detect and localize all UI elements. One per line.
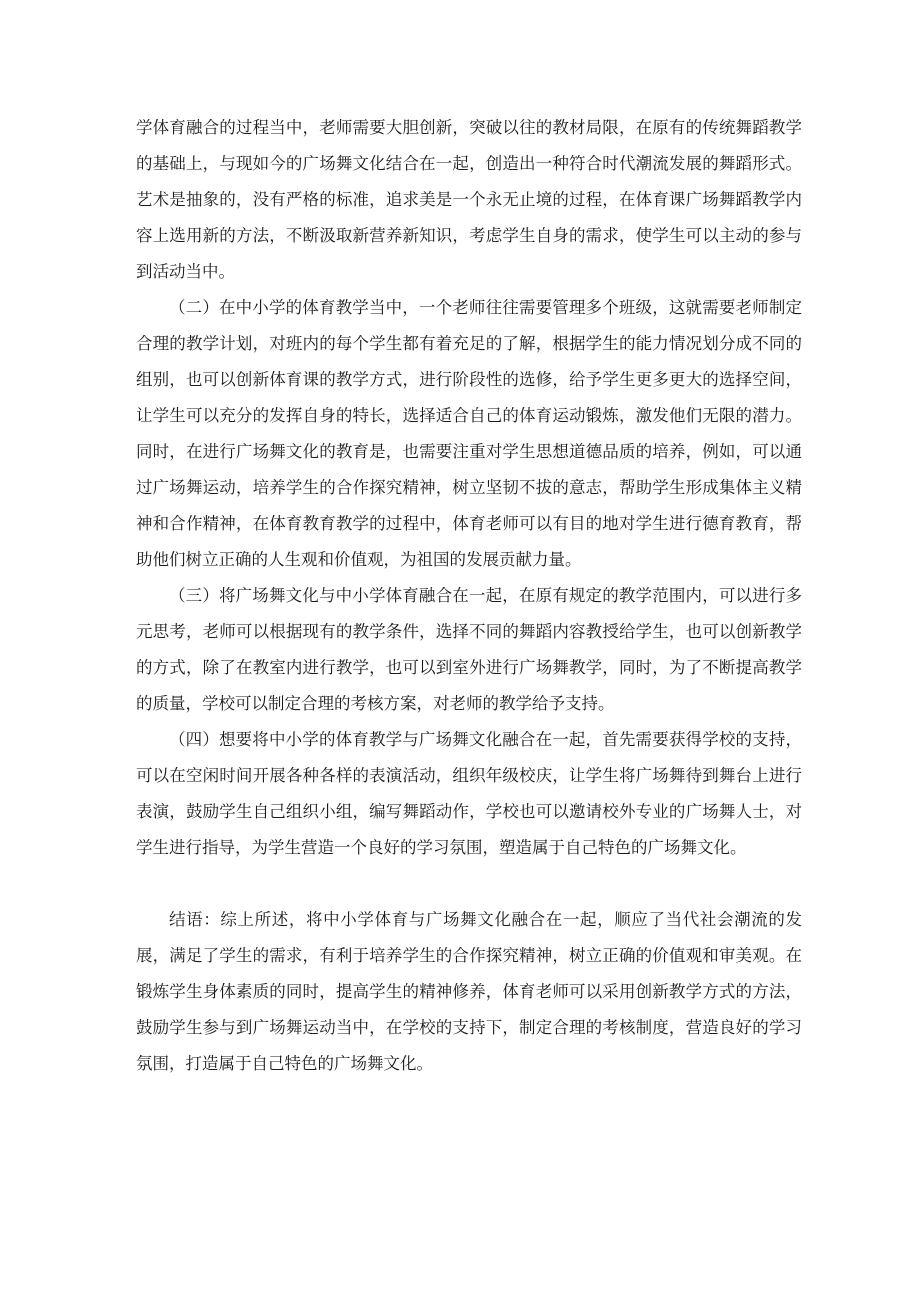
paragraph-section-4: （四）想要将中小学的体育教学与广场舞文化融合在一起，首先需要获得学校的支持，可以在空闲时间开展各种各样的表演活动，组织年级校庆，让学生将广场舞待到舞台上进行表演，鼓励学生自己组织小组，编写舞蹈动作，学校也可以邀请校外专业的广场舞人士，对学生进行指导，为学生营造一个良好的学习氛围，塑造属于自己特色的广场舞文化。	[136, 730, 802, 857]
paragraph-conclusion: 结语：综上所述，将中小学体育与广场舞文化融合在一起，顺应了当代社会潮流的发展，满足了学生的需求，有利于培养学生的合作探究精神，树立正确的价值观和审美观。在锻炼学生身体素质的同时，提高学生的精神修养，体育老师可以采用创新教学方式的方法，鼓励学生参与到广场舞运动当中，在学校的支持下，制定合理的考核制度，营造良好的学习氛围，打造属于自己特色的广场舞文化。	[136, 910, 802, 1073]
document-body	[136, 110, 802, 1082]
paragraph-continuation: 学体育融合的过程当中，老师需要大胆创新，突破以往的教材局限，在原有的传统舞蹈教学的基础上，与现如今的广场舞文化结合在一起，创造出一种符合时代潮流发展的舞蹈形式。艺术是抽象的，没有严格的标准，追求美是一个永无止境的过程，在体育课广场舞蹈教学内容上选用新的方法，不断汲取新营养新知识，考虑学生自身的需求，使学生可以主动的参与到活动当中。	[136, 118, 802, 281]
paragraph-section-3: （三）将广场舞文化与中小学体育融合在一起，在原有规定的教学范围内，可以进行多元思考，老师可以根据现有的教学条件，选择不同的舞蹈内容教授给学生，也可以创新教学的方式，除了在教室内进行教学，也可以到室外进行广场舞教学，同时，为了不断提高教学的质量，学校可以制定合理的考核方案，对老师的教学给予支持。	[136, 586, 802, 713]
paragraph-section-2: （二）在中小学的体育教学当中，一个老师往往需要管理多个班级，这就需要老师制定合理的教学计划，对班内的每个学生都有着充足的了解，根据学生的能力情况划分成不同的组别，也可以创新体育课的教学方式，进行阶段性的选修，给予学生更多更大的选择空间，让学生可以充分的发挥自身的特长，选择适合自己的体育运动锻炼，激发他们无限的潜力。同时，在进行广场舞文化的教育是，也需要注重对学生思想道德品质的培养，例如，可以通过广场舞运动，培养学生的合作探究精神，树立坚韧不拔的意志，帮助学生形成集体主义精神和合作精神，在体育教育教学的过程中，体育老师可以有目的地对学生进行德育教育，帮助他们树立正确的人生观和价值观，为祖国的发展贡献力量。	[136, 298, 802, 569]
